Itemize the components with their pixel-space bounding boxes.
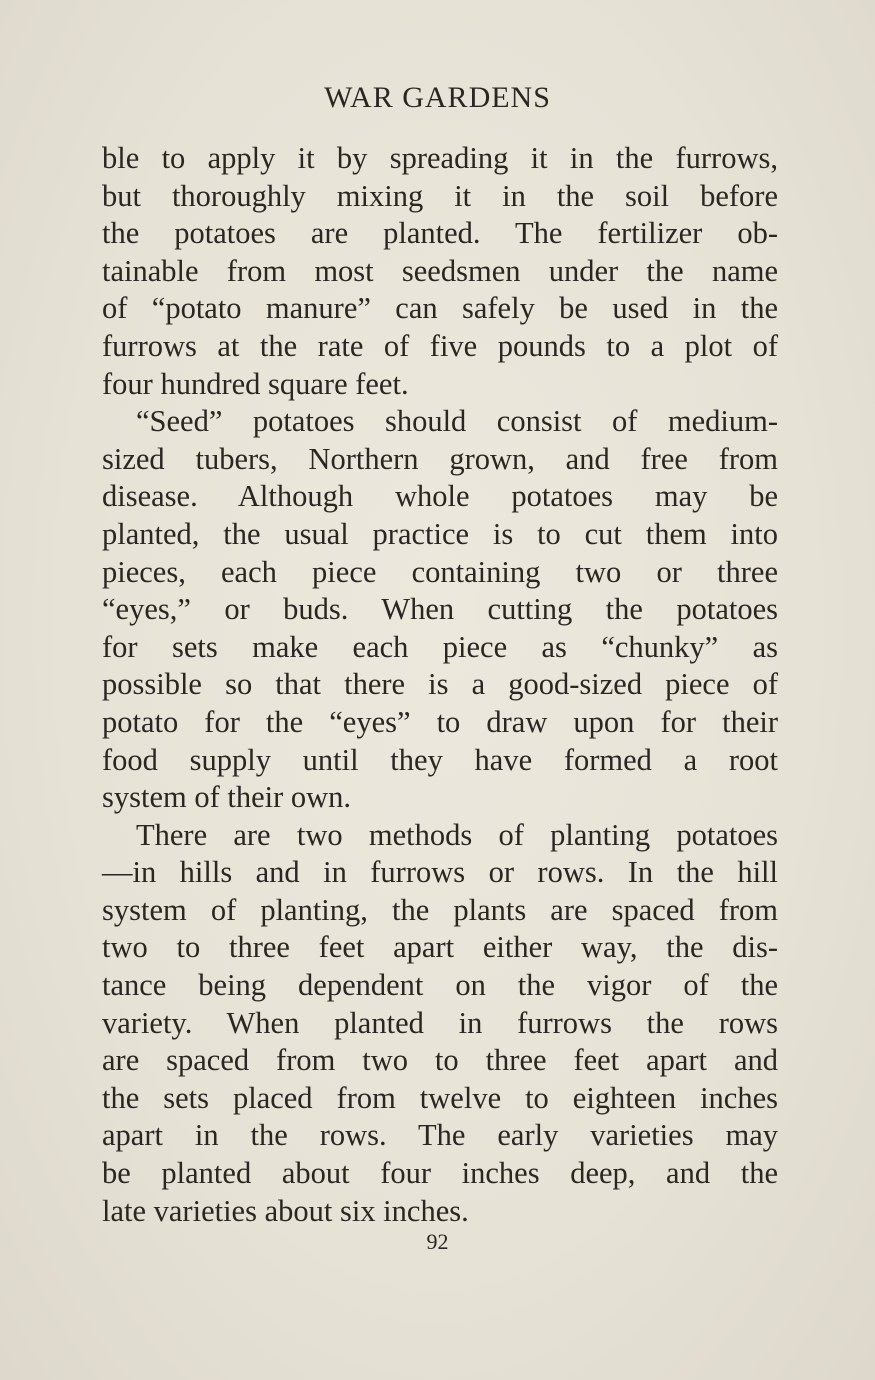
text-line: for sets make each piece as “chunky” as — [102, 629, 778, 664]
text-line: —in hills and in furrows or rows. In the hill — [102, 855, 778, 890]
text-line: system of planting, the plants are spaced from — [102, 892, 778, 927]
text-line: the potatoes are planted. The fertilizer ob- — [102, 216, 778, 251]
body-text — [102, 140, 778, 1230]
running-head: WAR GARDENS — [324, 81, 551, 114]
paragraph — [102, 140, 778, 403]
page-number: 92 — [426, 1229, 449, 1254]
text-line: “eyes,” or buds. When cutting the potatoes — [102, 592, 778, 627]
text-line: sized tubers, Northern grown, and free from — [102, 441, 778, 476]
text-line: ble to apply it by spreading it in the furrows, — [102, 141, 778, 175]
text-line: apart in the rows. The early varieties may — [102, 1118, 778, 1153]
text-line: possible so that there is a good-sized piece of — [102, 667, 778, 702]
text-line: late varieties about six inches. — [102, 1193, 469, 1228]
text-line: the sets placed from twelve to eighteen inches — [102, 1080, 778, 1115]
text-line: There are two methods of planting potatoes — [136, 817, 778, 852]
text-line: two to three feet apart either way, the dis- — [102, 930, 778, 965]
text-line: but thoroughly mixing it in the soil before — [102, 178, 778, 213]
text-line: of “potato manure” can safely be used in the — [102, 291, 778, 326]
text-line: be planted about four inches deep, and the — [102, 1156, 778, 1191]
text-line: pieces, each piece containing two or three — [102, 554, 778, 589]
text-line: “Seed” potatoes should consist of medium- — [136, 404, 778, 439]
paragraph — [102, 817, 778, 1231]
text-line: tance being dependent on the vigor of the — [102, 968, 778, 1003]
text-line: potato for the “eyes” to draw upon for their — [102, 704, 778, 739]
text-line: variety. When planted in furrows the rows — [102, 1005, 778, 1040]
text-line: four hundred square feet. — [102, 366, 409, 401]
text-line: furrows at the rate of five pounds to a plot of — [102, 328, 778, 363]
text-line: planted, the usual practice is to cut them into — [102, 516, 778, 551]
text-line: disease. Although whole potatoes may be — [102, 479, 778, 514]
text-line: system of their own. — [102, 780, 352, 815]
text-line: food supply until they have formed a root — [102, 742, 778, 777]
paragraph — [102, 403, 778, 817]
text-line: tainable from most seedsmen under the name — [102, 253, 778, 288]
text-line: are spaced from two to three feet apart and — [102, 1043, 778, 1078]
